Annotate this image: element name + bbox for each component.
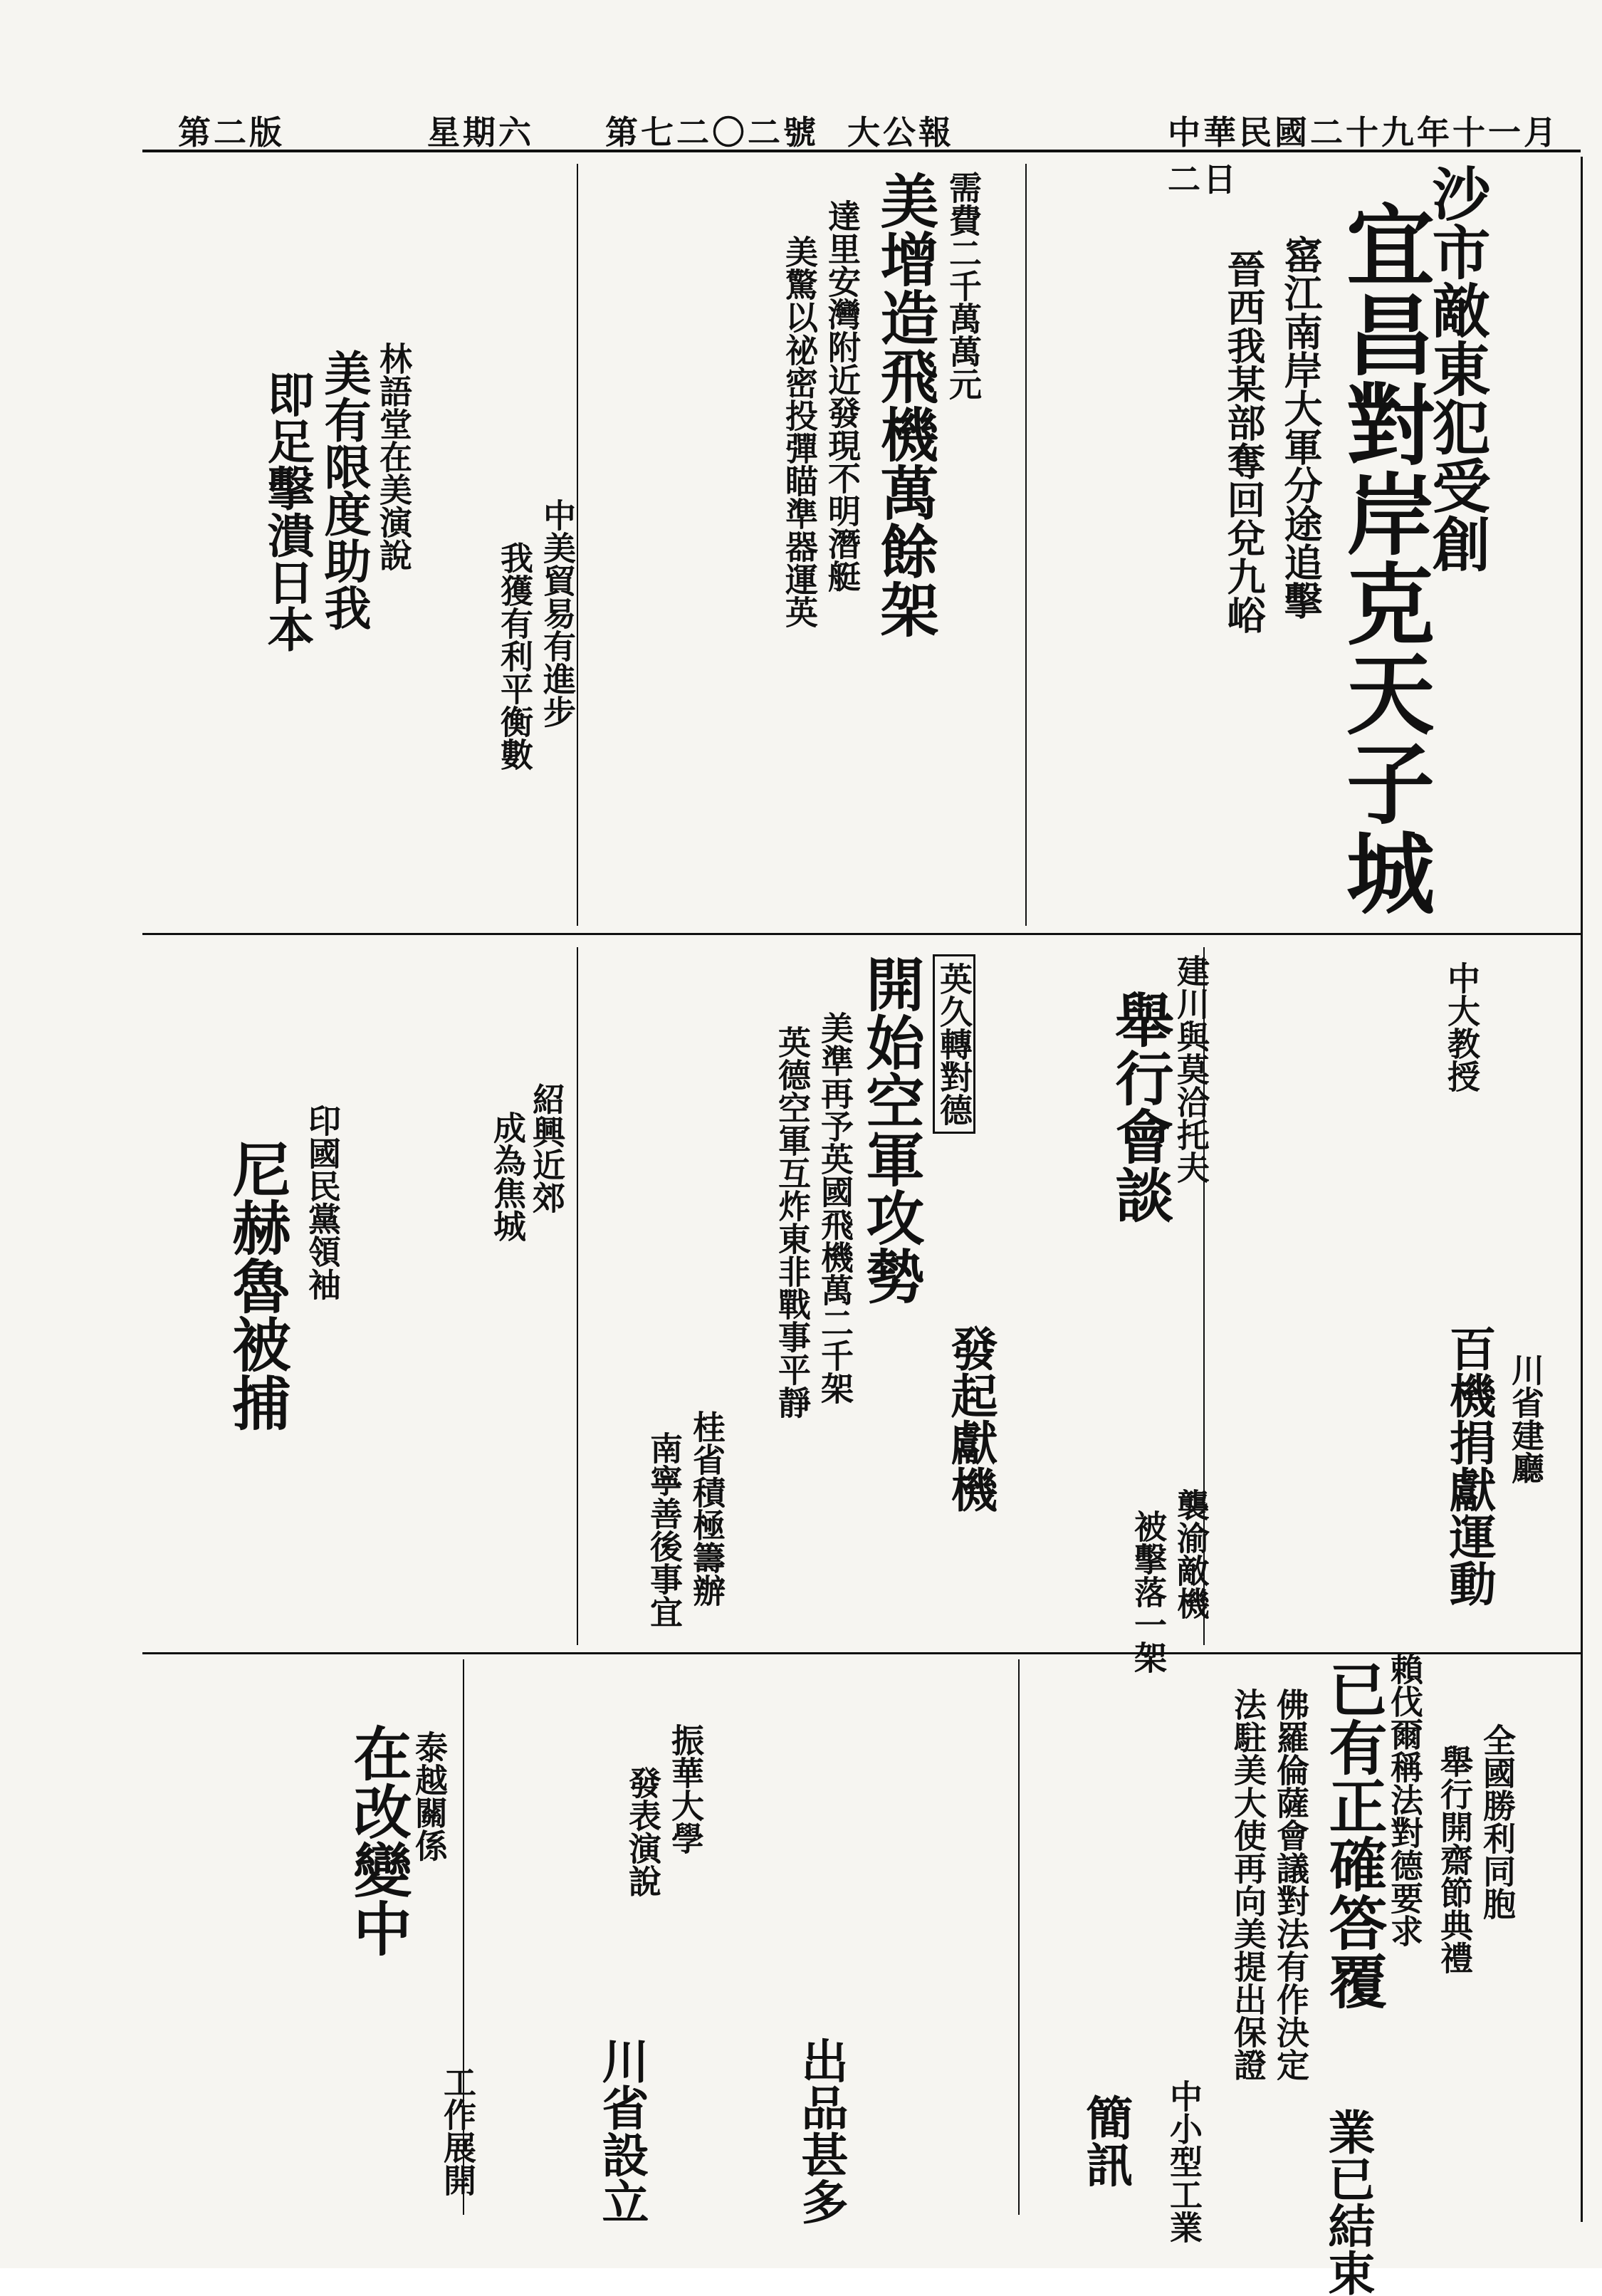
page-number: 第二版	[178, 113, 285, 152]
headline-chongqing-meeting: 舉行會談	[1106, 990, 1174, 1223]
headline-beat-japan: 即足擊潰日本	[259, 370, 315, 652]
column-rule	[1025, 164, 1027, 926]
section-rule	[142, 1652, 1581, 1654]
headline-lin-yutang: 林語堂在美演說	[375, 342, 413, 571]
headline-yichang-sub: 窰江南岸大軍分途追擊	[1278, 235, 1324, 620]
headline-india: 印國民黨領袖	[303, 1104, 342, 1300]
headline-zhongmei-sub: 我獲有利平衡數	[496, 541, 534, 771]
body-text	[1210, 2072, 1317, 2215]
column-rule	[463, 1659, 464, 2215]
headline-fr-answer: 已有正確答覆	[1319, 1659, 1388, 2010]
body-text	[150, 2008, 420, 2208]
headline-thai-fr: 泰越關係	[410, 1731, 449, 1862]
body-text	[584, 164, 776, 434]
headline-hundred-planes: 百機捐獻運動	[1441, 1325, 1497, 1607]
body-text	[150, 1666, 335, 1980]
headline-nehru: 尼赫魯被捕	[223, 1139, 291, 1431]
body-text	[1524, 1666, 1574, 2208]
body-text	[1018, 954, 1096, 1182]
body-text	[377, 612, 748, 969]
body-text	[1210, 1239, 1289, 1638]
headline-inspect: 業已結束	[1320, 2108, 1376, 2296]
body-text	[370, 954, 484, 1268]
body-text	[897, 555, 1025, 926]
headline-industry: 中小型工業	[1165, 2080, 1203, 2243]
body-text	[1296, 1239, 1438, 1453]
body-text	[748, 1310, 933, 1638]
body-text	[854, 1980, 1068, 2208]
headline-guangxi-donation: 桂省積極籌辦	[688, 1410, 726, 1607]
body-text	[1481, 947, 1574, 1346]
body-text	[470, 1666, 612, 1966]
body-text	[1210, 954, 1438, 1225]
headline-us-limited: 美有限度助我	[316, 349, 372, 631]
column-rule	[577, 947, 578, 1645]
headline-gongye: 工作展開	[439, 2065, 477, 2196]
headline-national: 全國勝利同胞	[1478, 1723, 1517, 1920]
body-text	[150, 385, 249, 855]
headline-jianchuan: 建川與莫洽托夫	[1172, 954, 1210, 1184]
body-text	[726, 1666, 1011, 1951]
headline-fa-xian: 發起獻機	[943, 1325, 998, 1513]
headline-festival: 舉行開齋節典禮	[1435, 1745, 1474, 1974]
headline-south-sea: 南寧善後事宜	[645, 1431, 684, 1628]
body-text	[627, 1980, 783, 2208]
body-text	[1011, 1268, 1118, 1638]
section-rule	[142, 933, 1581, 935]
issue-number: 第七二〇二號	[605, 113, 819, 152]
headline-speech: 發表演說	[624, 1766, 662, 1897]
headline-shot-down: 被擊落一架	[1129, 1510, 1168, 1674]
page-content	[142, 157, 1583, 2296]
headline-us-planes: 美增造飛機萬餘架	[871, 171, 939, 638]
publication-date: 中華民國二十九年十一月二日	[1168, 113, 1559, 199]
headline-laiwu: 賴伐爾稱法對德要求	[1386, 1652, 1424, 1947]
headline-notice: 簡訊	[1078, 2094, 1134, 2188]
headline-jinxi: 晉西我某部奪回兌九峪	[1221, 249, 1267, 634]
headline-us-prep: 美準再予英國飛機萬二千架	[816, 1011, 854, 1404]
body-text	[150, 954, 221, 1325]
headline-open-air: 開始空軍攻勢	[857, 954, 925, 1305]
headline-shaoxing: 紹興近郊	[528, 1082, 566, 1214]
body-text	[150, 1367, 634, 1638]
headline-sichuan-tech: 川省建廳	[1507, 1353, 1545, 1484]
masthead	[142, 100, 1581, 199]
paper-name: 大公報	[847, 113, 954, 152]
headline-zhenhua: 振華大學	[666, 1723, 705, 1854]
headline-ying-de: 英德空軍互炸東非戰事平靜	[773, 1026, 812, 1419]
headline-tour: 川省設立	[594, 2037, 649, 2225]
body-text	[1492, 164, 1570, 705]
body-text	[299, 164, 434, 335]
headline-yingjiu: 英久轉對德	[933, 954, 975, 1134]
headline-need: 需費二千萬萬元	[944, 171, 983, 400]
headline-in-change: 在改變中	[344, 1723, 412, 1957]
headline-zhongmei: 中美貿易有進步	[538, 499, 577, 728]
headline-xilong: 達里安灣附近發現不明潛艇	[823, 199, 862, 593]
column-rule	[1203, 947, 1205, 1645]
weekday: 星期六	[427, 113, 534, 152]
headline-product: 出品甚多	[793, 2037, 849, 2225]
body-text	[150, 164, 249, 377]
headline-chongqing-bombed: 襲渝敵機	[1172, 1488, 1210, 1619]
headline-chengwei: 成為焦城	[488, 1111, 527, 1242]
body-text	[1125, 199, 1218, 912]
body-text	[1324, 1460, 1566, 1645]
headline-fr-uk: 法駐美大使再向美提出保證	[1229, 1688, 1267, 2081]
headline-zhongda-prof: 中大教授	[1443, 961, 1481, 1092]
headline-yichang: 宜昌對岸克天子城	[1331, 199, 1435, 917]
headline-us-bomb-sight: 美驚以祕密投彈瞄準器運英	[780, 235, 819, 628]
body-text	[1032, 164, 1118, 933]
column-rule	[1018, 1659, 1020, 2215]
body-text	[584, 954, 769, 1296]
headline-sha-shi: 沙市敵東犯受創	[1423, 164, 1491, 573]
column-rule	[577, 164, 578, 926]
headline-petain: 佛羅倫薩會議對法有作決定	[1272, 1688, 1310, 2081]
